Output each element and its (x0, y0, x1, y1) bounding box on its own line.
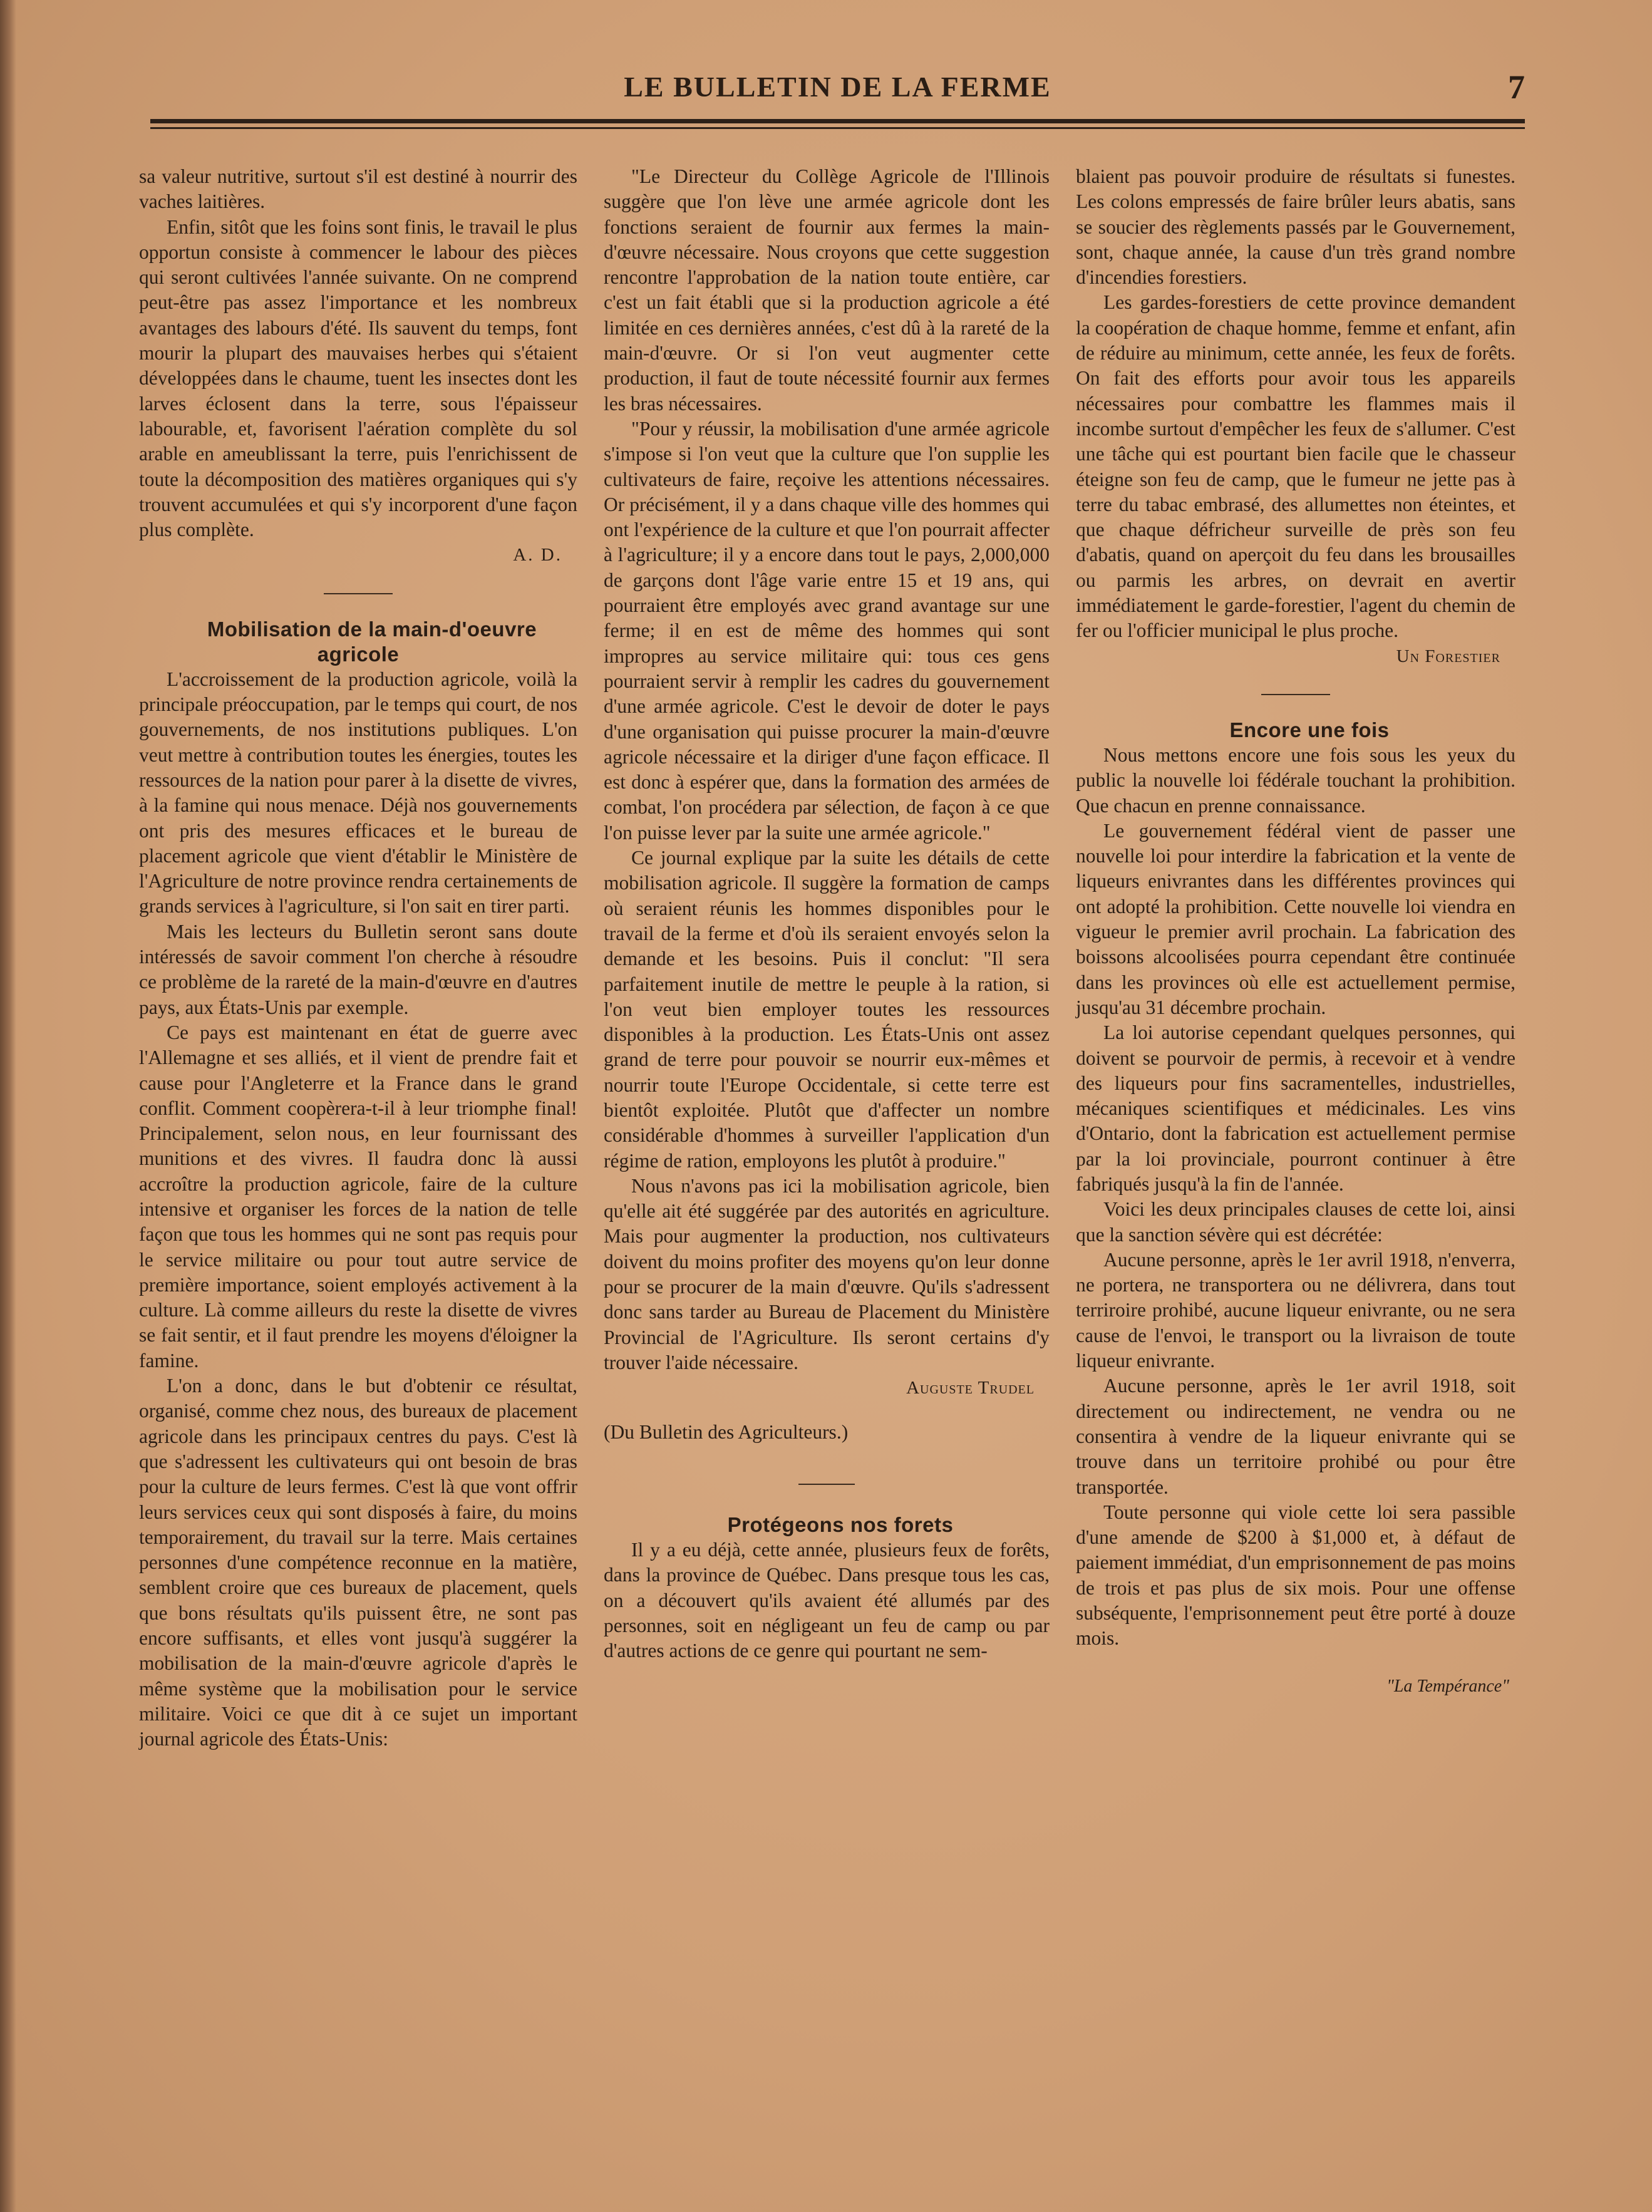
paragraph: Il y a eu déjà, cette année, plusieurs feux de forêts, dans la province de Québec. Dans presque tous les cas, on a découvert qu'ils avaient été allumés par des personnes, soit en négligeant un feu de camp ou par d'autres actions de ce genre qui pourtant ne sem- (604, 1539, 1050, 1662)
column-3 (1076, 164, 1515, 1699)
author-signature: A. D. (513, 545, 562, 566)
paragraph: Le gouvernement fédéral vient de passer une nouvelle loi pour interdire la fabrication et la vente de liqueurs enivrantes dans les différentes provinces qui ont adopté la prohibition. Cette nouvelle loi viendra en vigueur le premier avril prochain. La fabrication des boissons alcoolisées pourra cependant être continuée dans les provinces où elle est actuellement permise, jusqu'au 31 décembre prochain. (1076, 819, 1515, 1018)
paragraph: Nous mettons encore une fois sous les yeux du public la nouvelle loi fédérale touchant la prohibition. Que chacun en prenne connaissance. (1076, 743, 1515, 817)
paragraph: Enfin, sitôt que les foins sont finis, le travail le plus opportun consiste à commencer le labour des pièces qui seront cultivées l'année suivante. On ne comprend peut-être pas assez l'importance et les nombreux avantages des labours d'été. Ils sauvent du temps, font mourir la plupart des mauvaises herbes qui s'étaient développées dans le chaume, tuent les insectes dont les larves éclosent dans la terre, sous l'épaisseur labourable, et, favorisent l'aération complète du sol arable en ameublissant la terre, puis l'enrichissent de toute la décomposition des matières organiques qui s'y trouvent accumulées et qui s'y incorporent d'une façon plus complète. (139, 215, 577, 541)
paragraph: Aucune personne, après le 1er avril 1918, n'enverra, ne portera, ne transportera ou ne délivrera, dans tout terriroire prohibé, aucune liqueur enivrante, ou ne sera cause de l'envoi, le transport ou la livraison de toute liqueur enivrante. (1076, 1248, 1515, 1372)
column-2 (604, 164, 1050, 1664)
source-credit: "La Tempérance" (1386, 1676, 1509, 1696)
source-citation: (Du Bulletin des Agriculteurs.) (604, 1420, 849, 1443)
paragraph: Mais les lecteurs du Bulletin seront sans doute intéressés de savoir comment l'on cherche à résoudre ce problème de la rareté de la main-d'œuvre en d'autres pays, aux États-Unis par exemple. (139, 920, 577, 1018)
section-divider (324, 593, 393, 594)
paragraph: blaient pas pouvoir produire de résultats si funestes. Les colons empressés de faire brûler leurs abatis, sans se soucier des règlements passés par le Gouvernement, sont, chaque année, la cause d'un très grand nombre d'incendies forestiers. (1076, 165, 1515, 289)
paragraph: Voici les deux principales clauses de cette loi, ainsi que la sanction sévère qui est décrétée: (1076, 1198, 1515, 1246)
paragraph: sa valeur nutritive, surtout s'il est destiné à nourrir des vaches laitières. (139, 165, 577, 213)
article-heading: Encore une fois (1229, 718, 1390, 742)
paragraph: Nous n'avons pas ici la mobilisation agricole, bien qu'elle ait été suggérée par des autorités en agriculture. Mais pour augmenter la production, nos cultivateurs doivent du moins profiter des moyens qu'on leur donne pour se procurer de la main d'œuvre. Qu'ils s'adressent donc sans tarder au Bureau de Placement du Ministère Provincial de l'Agriculture. Ils seront certains d'y trouver l'aide nécessaire. (604, 1174, 1050, 1373)
author-signature: Auguste Trudel (906, 1378, 1035, 1398)
article-heading: Mobilisation de la main-d'oeuvre agricole (207, 617, 537, 666)
header-rule (150, 119, 1525, 123)
page-number: 7 (1508, 68, 1525, 106)
paragraph: L'accroissement de la production agricole, voilà la principale préoccupation, par le temps qui court, de nos gouvernements, de nos institutions publiques. L'on veut mettre à contribution toutes les énergies, toutes les ressources de la nation pour parer à la disette de vivres, à la famine qui nous menace. Déjà nos gouvernements ont pris des mesures efficaces et le bureau de placement agricole que vient d'établir le Ministère de l'Agriculture de notre province rendra certainements de grands services à l'agriculture, si l'on sait en tirer parti. (139, 668, 577, 917)
paragraph: Les gardes-forestiers de cette province demandent la coopération de chaque homme, femme et enfant, afin de réduire au minimum, cette année, les feux de forêts. On fait des efforts pour avoir tous les appareils nécessaires pour combattre les flammes mais il incombe surtout d'empêcher les feux de s'allumer. C'est une tâche qui est pourtant bien facile que le chasseur éteigne son feu de camp, que le fumeur ne jette pas à terre du tabac embrasé, des allumettes non éteintes, et que chaque défricheur surveille de près son feu d'abatis, quand on aperçoit du feu dans les brousailles ou parmis les arbres, on devrait en avertir immédiatement le garde-forestier, l'agent du chemin de fer ou l'officier municipal le plus proche. (1076, 291, 1515, 642)
paragraph: L'on a donc, dans le but d'obtenir ce résultat, organisé, comme chez nous, des bureaux de placement agricole dans les principaux centres du pays. C'est là que s'adressent les cultivateurs qui ont besoin de bras pour la culture de leurs fermes. C'est là que vont offrir leurs services ceux qui sont disposés à faire, du moins temporairement, du travail sur la terre. Mais certaines personnes d'une compétence reconnue en la matière, semblent croire que ces bureaux de placement, quels que bons résultats qu'ils puissent être, ne sont pas encore suffisants, et elles vont jusqu'à suggérer la mobilisation de la main-d'œuvre agricole d'après le même système que la mobilisation pour le service militaire. Voici ce que dit à ce sujet un important journal agricole des États-Unis: (139, 1375, 577, 1750)
paragraph: Ce journal explique par la suite les détails de cette mobilisation agricole. Il suggère la formation de camps où seraient réunis les hommes disponibles pour le travail de la ferme et d'où ils seraient envoyés selon la demande et les besoins. Puis il conclut: "Il sera parfaitement inutile de mettre le peuple à la ration, si l'on veut bien employer toutes les ressources disponibles à la production. Les États-Unis ont assez grand de terre pour pouvoir se nourrir eux-mêmes et nourrir toute l'Europe Occidentale, si cette terre est bientôt exploitée. Plutôt que d'affecter un nombre considérable d'hommes à surveiller l'application d'un régime de ration, employons les plutôt à produire." (604, 847, 1050, 1172)
paragraph: Ce pays est maintenant en état de guerre avec l'Allemagne et ses alliés, et il vient de prendre fait et cause pour l'Angleterre et la France dans le grand conflit. Comment coopèrera-t-il à leur triomphe final! Principalement, selon nous, en leur fournissant des munitions et des vivres. Il faudra donc là aussi accroître la production agricole, faire de la culture intensive et organiser les forces de la nation de telle façon que tous les hommes qui ne sont pas requis pour le service militaire ou pour tout autre service de première importance, soient employés activement à la culture. Là comme ailleurs du reste la disette de vivres se fait sentir, et il faut prendre les moyens d'éloigner la famine. (139, 1021, 577, 1372)
paragraph: La loi autorise cependant quelques personnes, qui doivent se pourvoir de permis, à recevoir et à vendre des liqueurs pour fins sacramentelles, industrielles, mécaniques scientifiques et médicinales. Les vins d'Ontario, dont la fabrication est actuellement permise par la loi provinciale, pourront continuer à être fabriqués jusqu'à la fin de l'année. (1076, 1021, 1515, 1195)
section-divider (604, 1470, 1050, 1495)
masthead-title: LE BULLETIN DE LA FERME (624, 71, 1051, 103)
author-signature: Un Forestier (1396, 646, 1500, 666)
paragraph: Toute personne qui viole cette loi sera passible d'une amende de $200 à $1,000 et, à défaut de paiement immédiat, d'un emprisonnement de pas moins de trois et pas plus de six mois. Pour une offense subséquente, l'emprisonnement peut être porté à douze mois. (1076, 1501, 1515, 1650)
paragraph: Aucune personne, après le 1er avril 1918, soit directement ou indirectement, ne vendra ou ne consentira à vendre de la liqueur enivrante qui se trouve dans un territoire prohibé ou pour être transportée. (1076, 1375, 1515, 1498)
paragraph: "Le Directeur du Collège Agricole de l'Illinois suggère que l'on lève une armée agricole dont les fonctions seraient de fournir aux fermes la main-d'œuvre nécessaire. Nous croyons que cette suggestion rencontre l'approbation de la nation toute entière, car c'est un fait établi que si la production agricole a été limitée en ces dernières années, c'est dû à la rareté de la main-d'œuvre. Or si l'on veut augmenter cette production, il faut de toute nécessité fournir aux fermes les bras nécessaires. (604, 165, 1050, 415)
page-header (150, 70, 1525, 114)
binding-spine (0, 0, 16, 2212)
column-1 (139, 164, 577, 1752)
header-rule-thin (150, 127, 1525, 129)
section-divider (1261, 694, 1330, 695)
article-heading: Protégeons nos forets (727, 1513, 954, 1537)
paragraph: "Pour y réussir, la mobilisation d'une armée agricole s'impose si l'on veut que la culture que l'on supplie les cultivateurs de faire, reçoive les attentions nécessaires. Or précisément, il y a dans chaque ville des hommes qui ont l'expérience de la culture et que l'on pourrait affecter à l'agriculture; il y a encore dans tout le pays, 2,000,000 de garçons dont l'âge varie entre 15 et 19 ans, qui pourraient être employés avec grand avantage sur une ferme; il en est de même des hommes qui sont impropres au service militaire qui: tous ces gens pourraient servir à remplir les cadres du gouvernement d'une armée agricole. C'est le devoir de doter le pays d'une organisation qui puisse procurer la main-d'œuvre agricole nécessaire et la diriger d'une façon efficace. Il est donc à espérer que, dans la formation des armées de combat, l'on procédera par sélection, de façon à ce que l'on puisse lever par la suite une armée agricole." (604, 417, 1050, 844)
